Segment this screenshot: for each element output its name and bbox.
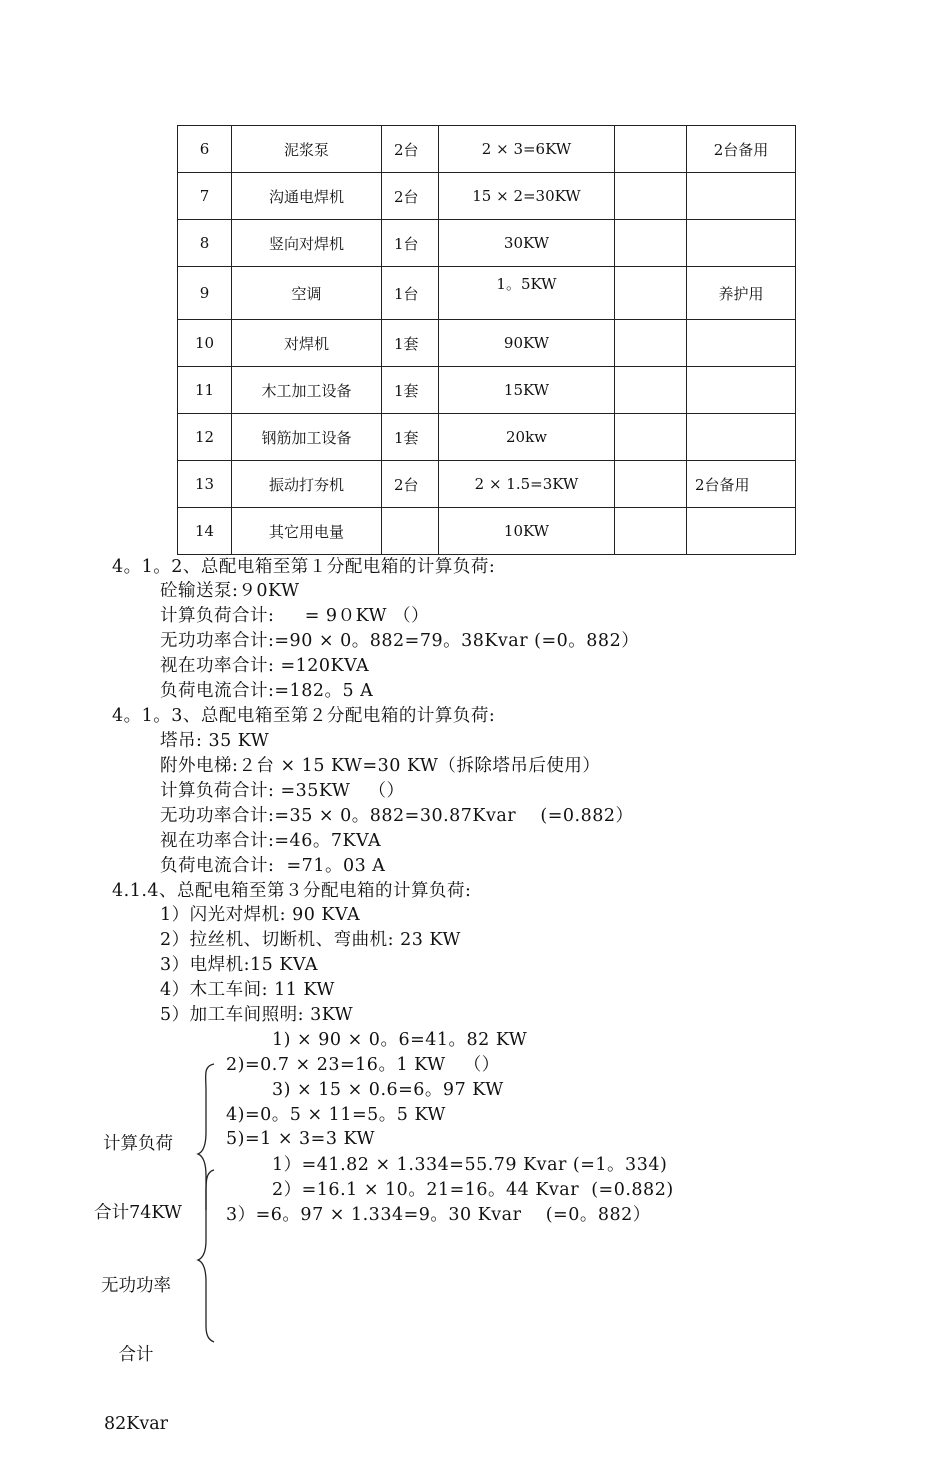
section-413-line: 视在功率合计:=46。7KVA [160, 831, 382, 851]
cell-no: 14 [178, 508, 232, 555]
label-line: 合计 [118, 1345, 154, 1365]
cell-name: 其它用电量 [232, 508, 382, 555]
section-412-line: 无功功率合计:=90 × 0。882=79。38Kvar (=0。882） [160, 631, 640, 651]
cell-name: 振动打夯机 [232, 461, 382, 508]
cell-power: 90KW [439, 320, 615, 367]
label-line: 82Kvar [103, 1414, 169, 1434]
cell-name: 竖向对焊机 [232, 220, 382, 267]
cell-power: 2 × 1.5=3KW [439, 461, 615, 508]
cell-qty: 1套 [382, 320, 439, 367]
cell-power: 15 × 2=30KW [439, 173, 615, 220]
cell-note: 养护用 [687, 267, 796, 320]
cell-no: 6 [178, 126, 232, 173]
cell-name: 空调 [232, 267, 382, 320]
section-414-line: 3）电焊机:15 KVA [160, 955, 319, 975]
cell-name: 泥浆泵 [232, 126, 382, 173]
section-412-line: 砼输送泵:９0KW [160, 581, 300, 601]
section-412-line: 视在功率合计: =120KVA [160, 656, 370, 676]
section-413-line: 计算负荷合计: =35KW （） [160, 781, 405, 801]
cell-qty: 1套 [382, 414, 439, 461]
cell-qty: 2台 [382, 461, 439, 508]
cell-power: 30KW [439, 220, 615, 267]
calc-line: 3) × 15 × 0.6=6。97 KW [272, 1080, 504, 1100]
section-412-line: 计算负荷合计: = 9０KW （） [160, 606, 430, 626]
cell-name: 对焊机 [232, 320, 382, 367]
section-414-line: 1）闪光对焊机: 90 KVA [160, 905, 361, 925]
cell-name: 木工加工设备 [232, 367, 382, 414]
cell-qty: 1套 [382, 367, 439, 414]
section-413-line: 塔吊: 35 KW [160, 731, 270, 751]
calc-line: 1）=41.82 × 1.334=55.79 Kvar (=1。334) [272, 1155, 668, 1175]
cell-power: 1。5KW [439, 267, 615, 320]
cell-note: 2台备用 [687, 126, 796, 173]
label-line: 合计74KW [94, 1203, 182, 1223]
section-413-line: 附外电梯:２台 × 15 KW=30 KW（拆除塔吊后使用） [160, 756, 601, 776]
section-412-line: 负荷电流合计:=182。5 A [160, 681, 374, 701]
section-413-line: 无功功率合计:=35 × 0。882=30.87Kvar (=0.882） [160, 806, 634, 826]
section-414-line: 2）拉丝机、切断机、弯曲机: 23 KW [160, 930, 461, 950]
section-413-heading: 4。1。3、总配电箱至第２分配电箱的计算负荷: [112, 706, 496, 726]
label-line: 计算负荷 [103, 1134, 173, 1154]
section-413-line: 负荷电流合计: =71。03 A [160, 856, 386, 876]
cell-qty: 1台 [382, 220, 439, 267]
cell-no: 12 [178, 414, 232, 461]
calc-line: 1) × 90 × 0。6=41。82 KW [272, 1030, 528, 1050]
cell-no: 10 [178, 320, 232, 367]
cell-name: 钢筋加工设备 [232, 414, 382, 461]
section-412-heading: 4。1。2、总配电箱至第１分配电箱的计算负荷: [112, 557, 496, 577]
calc-line: 3）=6。97 × 1.334=9。30 Kvar (=0。882） [226, 1205, 651, 1225]
calc-line: 5)=1 × 3=3 KW [226, 1129, 375, 1149]
cell-no: 8 [178, 220, 232, 267]
calc-line: 4)=0。5 × 11=5。5 KW [226, 1105, 446, 1125]
cell-no: 11 [178, 367, 232, 414]
cell-qty: 1台 [382, 267, 439, 320]
cell-power: 10KW [439, 508, 615, 555]
calc-line: 2）=16.1 × 10。21=16。44 Kvar (=0.882) [272, 1180, 674, 1200]
section-414-line: 4）木工车间: 11 KW [160, 980, 335, 1000]
section-414-heading: 4.1.4、总配电箱至第３分配电箱的计算负荷: [112, 881, 472, 901]
cell-power: 2 × 3=6KW [439, 126, 615, 173]
label-line: 无功功率 [101, 1276, 171, 1296]
section-414-line: 5）加工车间照明: 3KW [160, 1005, 354, 1025]
calc-line: 2)=0.7 × 23=16。1 KW （） [226, 1055, 500, 1075]
brace-reactive-power [198, 1170, 214, 1342]
cell-qty: 2台 [382, 173, 439, 220]
cell-note: 2台备用 [687, 461, 796, 508]
cell-no: 13 [178, 461, 232, 508]
cell-name: 沟通电焊机 [232, 173, 382, 220]
cell-no: 9 [178, 267, 232, 320]
cell-no: 7 [178, 173, 232, 220]
cell-power: 20kw [439, 414, 615, 461]
cell-power: 15KW [439, 367, 615, 414]
cell-qty: 2台 [382, 126, 439, 173]
